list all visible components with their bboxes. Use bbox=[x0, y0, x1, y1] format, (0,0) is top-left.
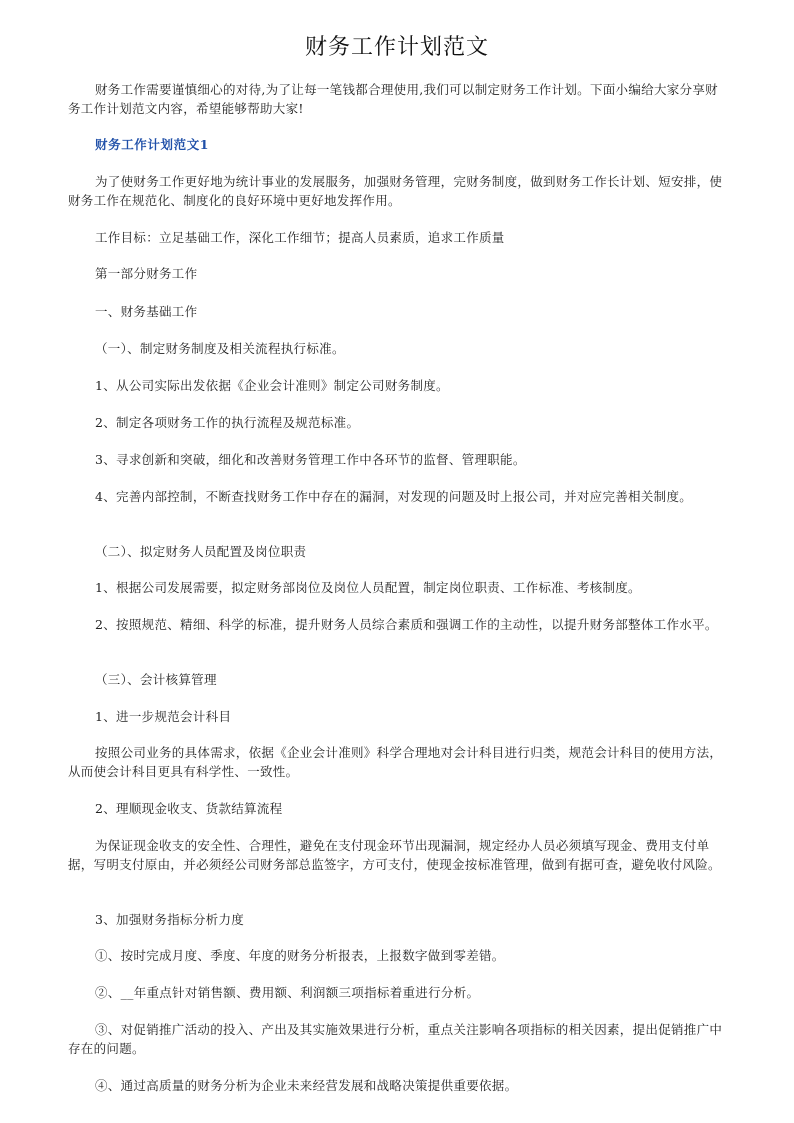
paragraph: 1、根据公司发展需要，拟定财务部岗位及岗位人员配置，制定岗位职责、工作标准、考核制度。 bbox=[95, 580, 641, 595]
paragraph: 一、财务基础工作 bbox=[95, 304, 198, 319]
paragraph: 1、进一步规范会计科目 bbox=[95, 709, 232, 724]
intro-paragraph: 财务工作需要谨慎细心的对待,为了让每一笔钱都合理使用,我们可以制定财务工作计划。下面小编给大家分享财务工作计划范文内容，希望能够帮助大家! bbox=[68, 82, 718, 116]
paragraph: （三）、会计核算管理 bbox=[95, 672, 217, 687]
paragraph: 第一部分财务工作 bbox=[95, 266, 198, 281]
paragraph: 3、寻求创新和突破，细化和改善财务管理工作中各环节的监督、管理职能。 bbox=[95, 452, 526, 467]
paragraph: 3、加强财务指标分析力度 bbox=[95, 912, 245, 927]
paragraph: 2、理顺现金收支、货款结算流程 bbox=[95, 801, 283, 816]
paragraph: ④、通过高质量的财务分析为企业未来经营发展和战略决策提供重要依据。 bbox=[95, 1078, 518, 1093]
paragraph: 按照公司业务的具体需求，依据《企业会计准则》科学合理地对会计科目进行归类，规范会计科目的使用方法，从而使会计科目更具有科学性、一致性。 bbox=[68, 745, 723, 779]
paragraph: （二）、拟定财务人员配置及岗位职责 bbox=[95, 544, 307, 559]
paragraph: 4、完善内部控制，不断查找财务工作中存在的漏洞，对发现的问题及时上报公司，并对应完善相关制度。 bbox=[95, 489, 693, 504]
paragraph: 2、制定各项财务工作的执行流程及规范标准。 bbox=[95, 415, 360, 430]
paragraph: 为了使财务工作更好地为统计事业的发展服务，加强财务管理，完财务制度，做到财务工作长计划、短安排，使财务工作在规范化、制度化的良好环境中更好地发挥作用。 bbox=[68, 174, 723, 208]
paragraph: （一）、制定财务制度及相关流程执行标准。 bbox=[95, 341, 345, 356]
paragraph: ①、按时完成月度、季度、年度的财务分析报表，上报数字做到零差错。 bbox=[95, 948, 505, 963]
paragraph: ③、对促销推广活动的投入、产出及其实施效果进行分析，重点关注影响各项指标的相关因素，提出促销推广中存在的问题。 bbox=[68, 1022, 723, 1056]
section-subtitle: 财务工作计划范文1 bbox=[95, 137, 210, 152]
paragraph: 1、从公司实际出发依据《企业会计准则》制定公司财务制度。 bbox=[95, 378, 449, 393]
paragraph: ②、__年重点针对销售额、费用额、利润额三项指标着重进行分析。 bbox=[95, 985, 480, 1000]
paragraph: 工作目标：立足基础工作，深化工作细节；提高人员素质，追求工作质量 bbox=[95, 230, 505, 245]
paragraph: 为保证现金收支的安全性、合理性，避免在支付现金环节出现漏洞，规定经办人员必须填写现金、费用支付单据，写明支付原由，并必须经公司财务部总监签字，方可支付，使现金按标准管理，做到有据可查，避免收付风险。 bbox=[68, 838, 721, 872]
paragraph: 2、按照规范、精细、科学的标准，提升财务人员综合素质和强调工作的主动性，以提升财务部整体工作水平。 bbox=[95, 617, 718, 632]
document-title: 财务工作计划范文 bbox=[304, 35, 489, 60]
